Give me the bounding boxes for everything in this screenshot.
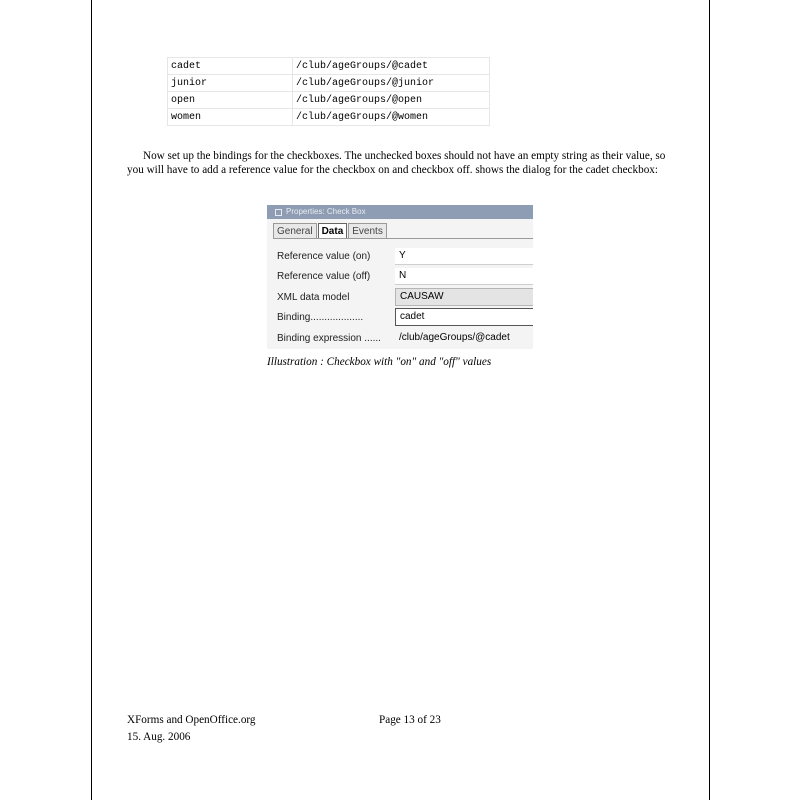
dialog-titlebar — [267, 205, 533, 219]
table-cell-path: /club/ageGroups/@open — [293, 92, 490, 109]
tab-general[interactable]: General — [273, 223, 317, 239]
field-row-reference-off — [277, 266, 533, 286]
footer-left — [127, 712, 256, 746]
reference-on-label: Reference value (on) — [277, 250, 371, 262]
table-row — [168, 75, 490, 92]
field-row-binding — [277, 307, 533, 327]
checkbox-properties-dialog-screenshot — [267, 205, 533, 349]
field-row-binding-expression — [277, 328, 533, 348]
table-row — [168, 92, 490, 109]
dialog-tabs — [273, 223, 388, 239]
table-cell-path: /club/ageGroups/@junior — [293, 75, 490, 92]
footer-date: 15. Aug. 2006 — [127, 731, 191, 743]
tab-events[interactable]: Events — [348, 223, 387, 239]
table-cell-name: women — [168, 109, 293, 126]
footer-page-number: Page 13 of 23 — [379, 714, 441, 726]
binding-label: Binding................... — [277, 311, 364, 323]
page-border-left — [91, 0, 92, 800]
data-model-label: XML data model — [277, 291, 350, 303]
dialog-title: Properties: Check Box — [286, 207, 366, 216]
table-cell-path: /club/ageGroups/@cadet — [293, 58, 490, 75]
table-cell-name: cadet — [168, 58, 293, 75]
field-row-reference-on — [277, 246, 533, 266]
field-row-data-model — [277, 287, 533, 307]
binding-table — [167, 57, 490, 126]
reference-off-input[interactable]: N — [395, 268, 533, 285]
figure-caption: Illustration : Checkbox with "on" and "off" values — [267, 356, 492, 368]
reference-off-label: Reference value (off) — [277, 270, 371, 282]
binding-expression-label: Binding expression ...... — [277, 332, 381, 344]
data-model-select[interactable]: CAUSAW — [395, 288, 533, 306]
table-cell-path: /club/ageGroups/@women — [293, 109, 490, 126]
binding-expression-input[interactable]: /club/ageGroups/@cadet — [399, 332, 510, 343]
footer-title: XForms and OpenOffice.org — [127, 714, 256, 726]
table-row — [168, 109, 490, 126]
reference-on-input[interactable]: Y — [395, 248, 533, 265]
tab-data[interactable]: Data — [318, 223, 348, 239]
table-cell-name: junior — [168, 75, 293, 92]
table-cell-name: open — [168, 92, 293, 109]
window-icon — [275, 209, 282, 216]
body-paragraph: Now set up the bindings for the checkboxes. The unchecked boxes should not have an empty string as their value, so you will have to add a reference value for the checkbox on and checkbox off. shows the dialog for the cadet checkbox: — [127, 150, 666, 176]
table-row — [168, 58, 490, 75]
binding-input[interactable]: cadet — [395, 308, 533, 326]
page-border-right — [709, 0, 710, 800]
tabs-divider — [273, 238, 533, 239]
